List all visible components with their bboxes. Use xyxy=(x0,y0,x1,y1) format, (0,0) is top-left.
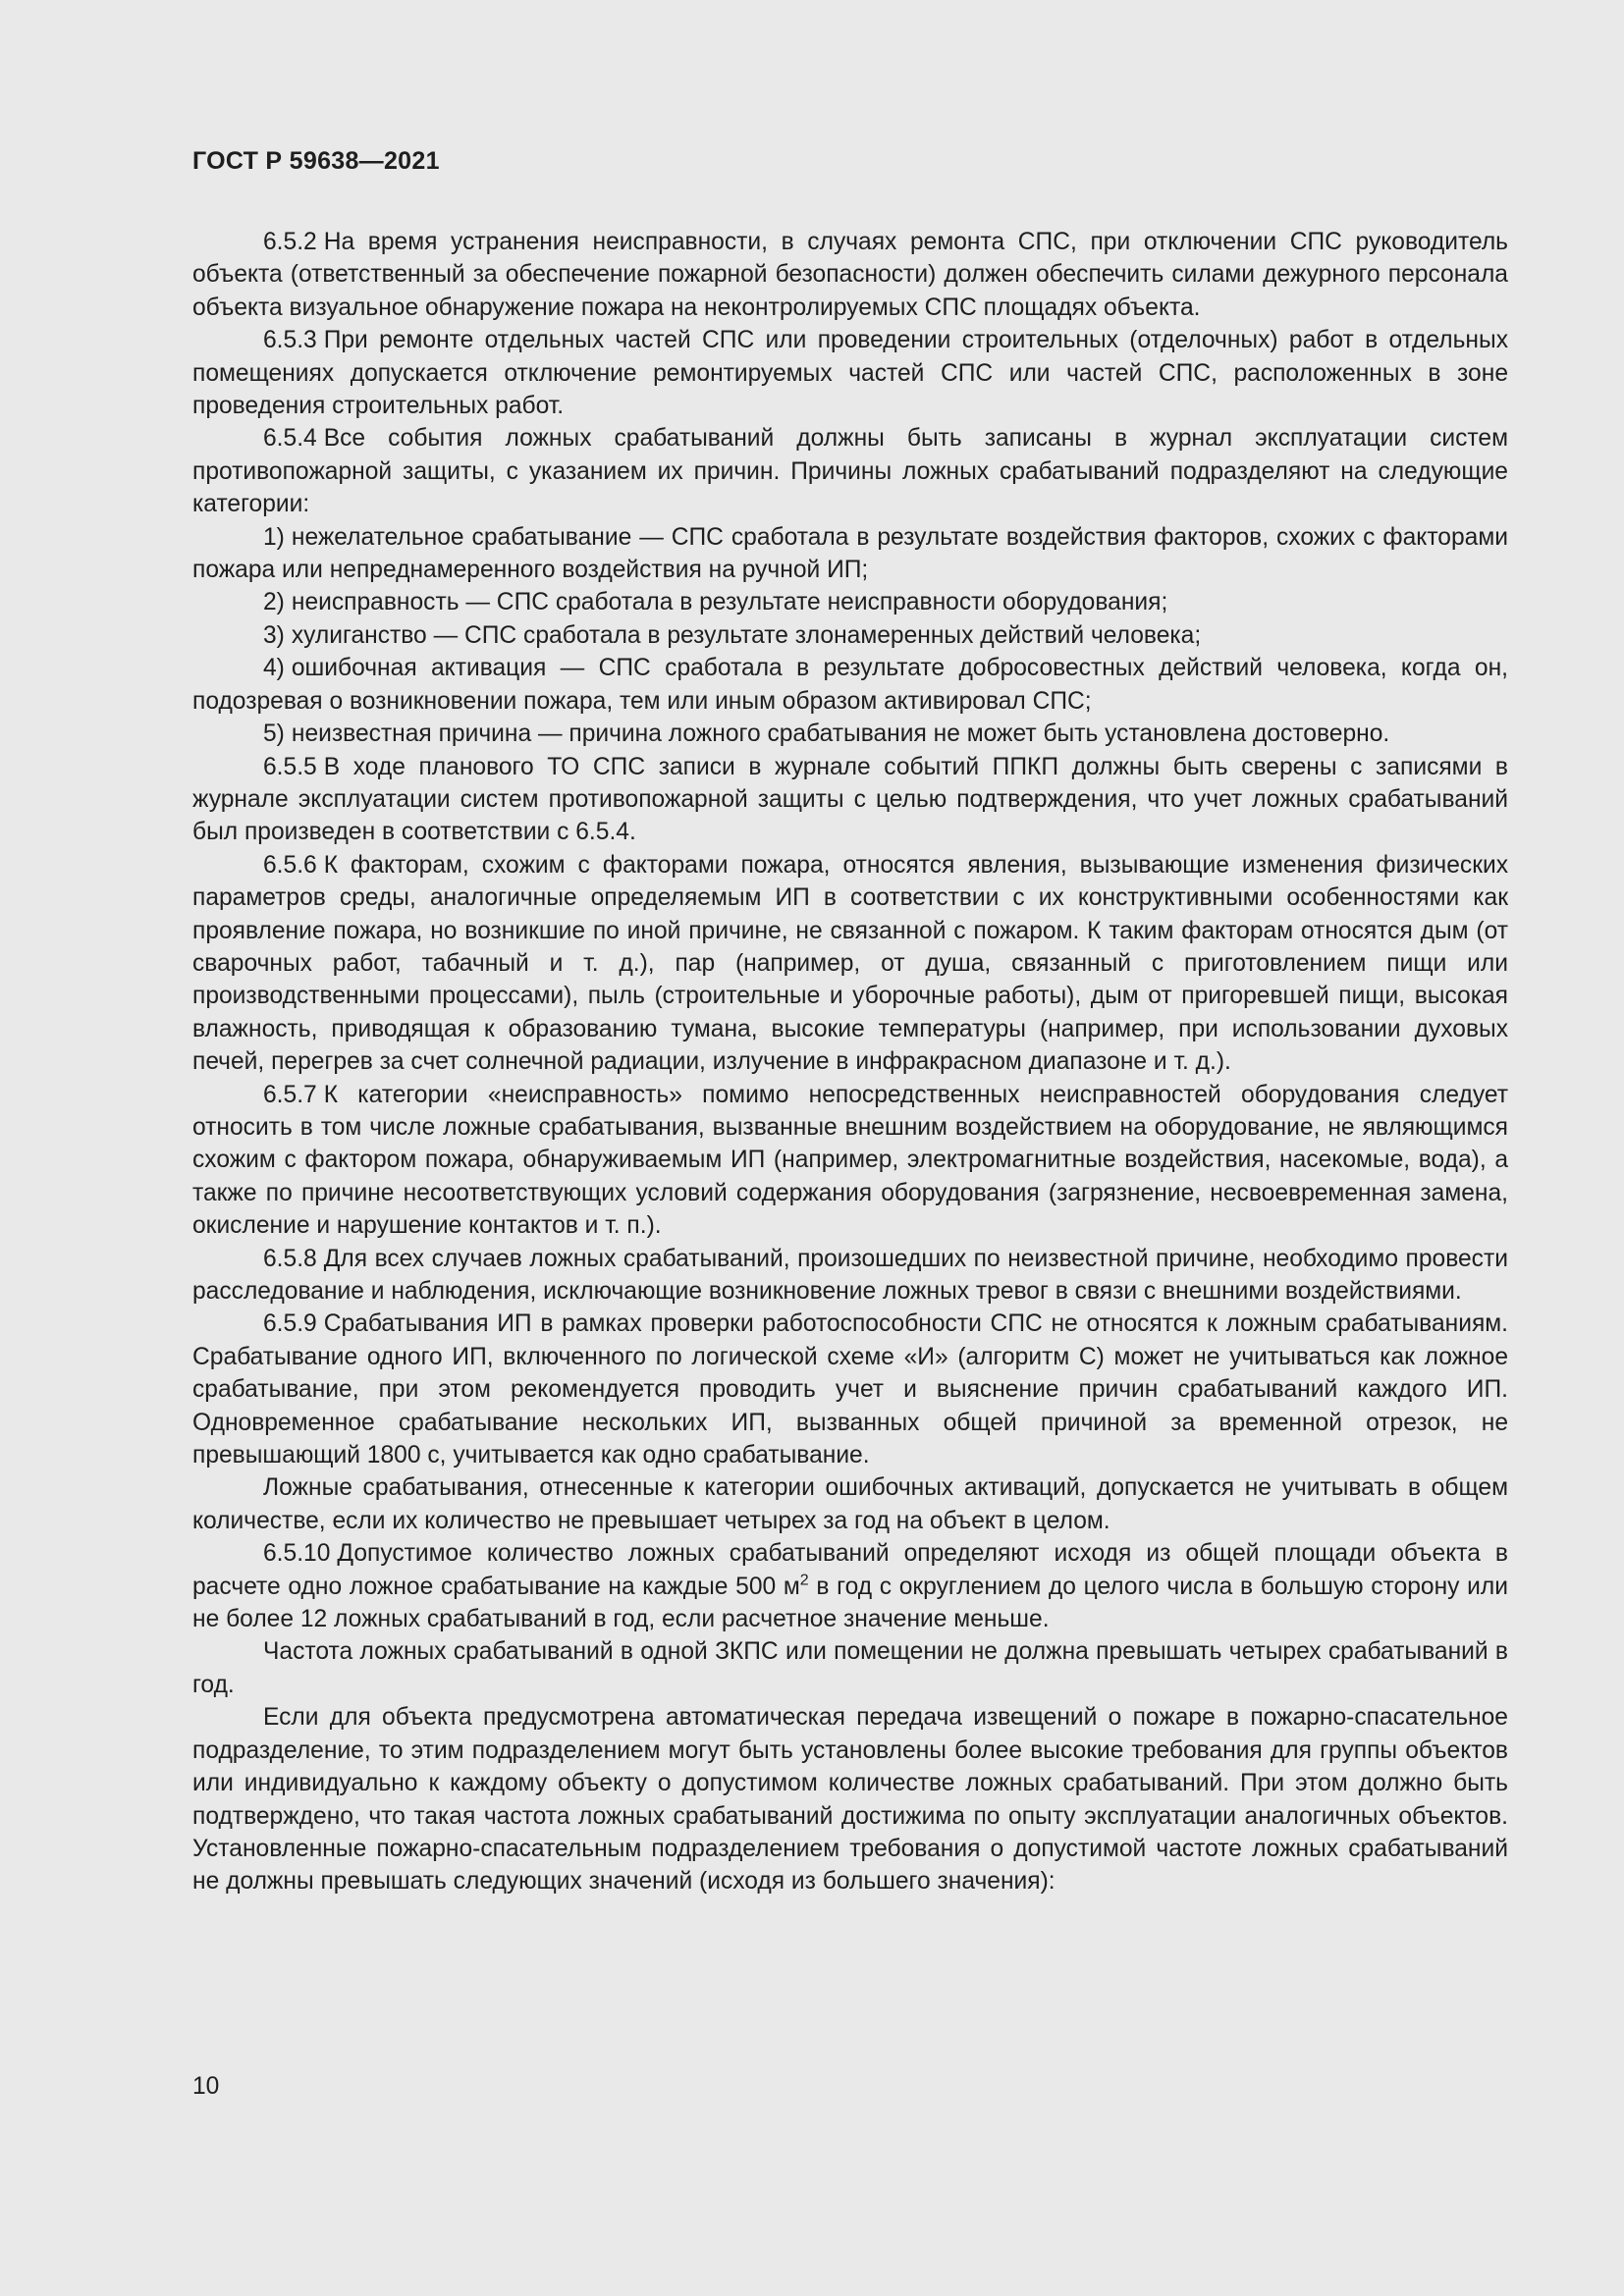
list-item-1 xyxy=(192,521,1508,587)
paragraph-text-continued: в год с округлением до целого числа в большую сторону или не более 12 ложных срабатываний в год, если расчетное значение меньше. xyxy=(192,1573,1508,1633)
paragraph-text: На время устранения неисправности, в случаях ремонта СПС, при отключении СПС руководитель объекта (ответственный за обеспечение пожарной безопасности) должен обеспечить силами дежурного персонала объекта визуальное обнаружение пожара на неконтролируемых СПС площадях объекта. xyxy=(192,229,1508,321)
clause-number: 6.5.8 xyxy=(263,1245,317,1272)
list-item-4 xyxy=(192,652,1508,718)
superscript: 2 xyxy=(799,1572,809,1589)
paragraph-text: К категории «неисправность» помимо непосредственных неисправностей оборудования следует относить в том числе ложные срабатывания, вызванные внешним воздействием на оборудование, не являющимся схожим с фактором пожара, обнаруживаемым ИП (например, электромагнитные воздействия, насекомые, вода), а также по причине несоответствующих условий содержания оборудования (загрязнение, несвоевременная замена, окисление и нарушение контактов и т. п.). xyxy=(192,1081,1508,1240)
clause-number: 6.5.3 xyxy=(263,327,317,354)
list-item-text: неизвестная причина — причина ложного срабатывания не может быть установлена достоверно. xyxy=(291,721,1390,748)
paragraph-6-5-3 xyxy=(192,324,1508,422)
list-item-2 xyxy=(192,586,1508,618)
paragraph-text: Для всех случаев ложных срабатываний, произошедших по неизвестной причине, необходимо провести расследование и наблюдения, исключающие возникновение ложных тревог в связи с внешними воздействиями. xyxy=(192,1245,1508,1305)
paragraph-6-5-2 xyxy=(192,226,1508,324)
paragraph-text: Если для объекта предусмотрена автоматическая передача извещений о пожаре в пожарно-спасательное подразделение, то этим подразделением могут быть установлены более высокие требования для группы объектов или индивидуально к каждому объекту о допустимом количестве ложных срабатываний. При этом должно быть подтверждено, что такая частота ложных срабатываний достижима по опыту эксплуатации аналогичных объектов. Установленные пожарно-спасательным подразделением требования о допустимой частоте ложных срабатываний не должны превышать следующих значений (исходя из большего значения): xyxy=(192,1704,1508,1896)
clause-number: 6.5.10 xyxy=(263,1540,331,1568)
paragraph-zone-frequency xyxy=(192,1635,1508,1701)
list-item-text: хулиганство — СПС сработала в результате злонамеренных действий человека; xyxy=(291,621,1202,649)
document-body xyxy=(192,226,1508,1898)
paragraph-text: Все события ложных срабатываний должны быть записаны в журнал эксплуатации систем противопожарной защиты, с указанием их причин. Причины ложных срабатываний подразделяют на следующие категории: xyxy=(192,425,1508,518)
paragraph-6-5-10 xyxy=(192,1537,1508,1635)
list-item-text: ошибочная активация — СПС сработала в результате добросовестных действий человека, когда он, подозревая о возникновении пожара, тем или иным образом активировал СПС; xyxy=(192,655,1508,715)
paragraph-text: Ложные срабатывания, отнесенные к категории ошибочных активаций, допускается не учитывать в общем количестве, если их количество не превышает четырех за год на объект в целом. xyxy=(192,1474,1508,1534)
list-number: 3) xyxy=(263,621,285,649)
paragraph-false-activations xyxy=(192,1471,1508,1537)
paragraph-text: В ходе планового ТО СПС записи в журнале событий ППКП должны быть сверены с записями в журнале эксплуатации систем противопожарной защиты с целью подтверждения, что учет ложных срабатываний был произведен в соответствии с 6.5.4. xyxy=(192,753,1508,846)
paragraph-6-5-5 xyxy=(192,751,1508,849)
list-item-text: нежелательное срабатывание — СПС сработала в результате воздействия факторов, схожих с факторами пожара или непреднамеренного воздействия на ручной ИП; xyxy=(192,523,1508,584)
list-number: 5) xyxy=(263,721,285,748)
clause-number: 6.5.2 xyxy=(263,229,317,255)
paragraph-6-5-9 xyxy=(192,1308,1508,1471)
clause-number: 6.5.5 xyxy=(263,753,317,780)
paragraph-text: К факторам, схожим с факторами пожара, относятся явления, вызывающие изменения физических параметров среды, аналогичные определяемым ИП в соответствии с их конструктивными особенностями как проявление пожара, но возникшие по иной причине, не связанной с пожаром. К таким факторам относятся дым (от сварочных работ, табачный и т. д.), пар (например, от душа, связанный с приготовлением пищи или производственными процессами), пыль (строительные и уборочные работы), дым от пригоревшей пищи, высокая влажность, приводящая к образованию тумана, высокие температуры (например, при использовании духовых печей, перегрев за счет солнечной радиации, излучение в инфракрасном диапазоне и т. д.). xyxy=(192,851,1508,1076)
paragraph-automatic-transmission xyxy=(192,1701,1508,1897)
clause-number: 6.5.4 xyxy=(263,425,317,453)
list-item-3 xyxy=(192,619,1508,652)
paragraph-6-5-7 xyxy=(192,1079,1508,1243)
list-number: 1) xyxy=(263,523,285,551)
paragraph-text: Срабатывания ИП в рамках проверки работоспособности СПС не относятся к ложным срабатываниям. Срабатывание одного ИП, включенного по логической схеме «И» (алгоритм С) может не учитываться как ложное срабатывание, при этом рекомендуется проводить учет и выяснение причин срабатываний каждого ИП. Одновременное срабатывание нескольких ИП, вызванных общей причиной за временной отрезок, не превышающий 1800 с, учитывается как одно срабатывание. xyxy=(192,1310,1508,1469)
clause-number: 6.5.9 xyxy=(263,1310,317,1338)
list-item-5 xyxy=(192,718,1508,750)
page-number: 10 xyxy=(192,2073,220,2100)
clause-number: 6.5.6 xyxy=(263,851,317,879)
list-number: 2) xyxy=(263,589,285,616)
document-header: ГОСТ Р 59638—2021 xyxy=(192,147,440,175)
paragraph-text: Частота ложных срабатываний в одной ЗКПС или помещении не должна превышать четырех срабатываний в год. xyxy=(192,1638,1508,1698)
paragraph-text: При ремонте отдельных частей СПС или проведении строительных (отделочных) работ в отдельных помещениях допускается отключение ремонтируемых частей СПС или частей СПС, расположенных в зоне проведения строительных работ. xyxy=(192,327,1508,420)
paragraph-6-5-6 xyxy=(192,849,1508,1079)
paragraph-text: Допустимое количество ложных срабатываний определяют исходя из общей площади объекта в расчете одно ложное срабатывание на каждые 500 м xyxy=(192,1540,1508,1600)
paragraph-6-5-8 xyxy=(192,1243,1508,1308)
list-number: 4) xyxy=(263,655,285,682)
clause-number: 6.5.7 xyxy=(263,1081,317,1108)
list-item-text: неисправность — СПС сработала в результате неисправности оборудования; xyxy=(291,589,1168,616)
paragraph-6-5-4 xyxy=(192,422,1508,520)
